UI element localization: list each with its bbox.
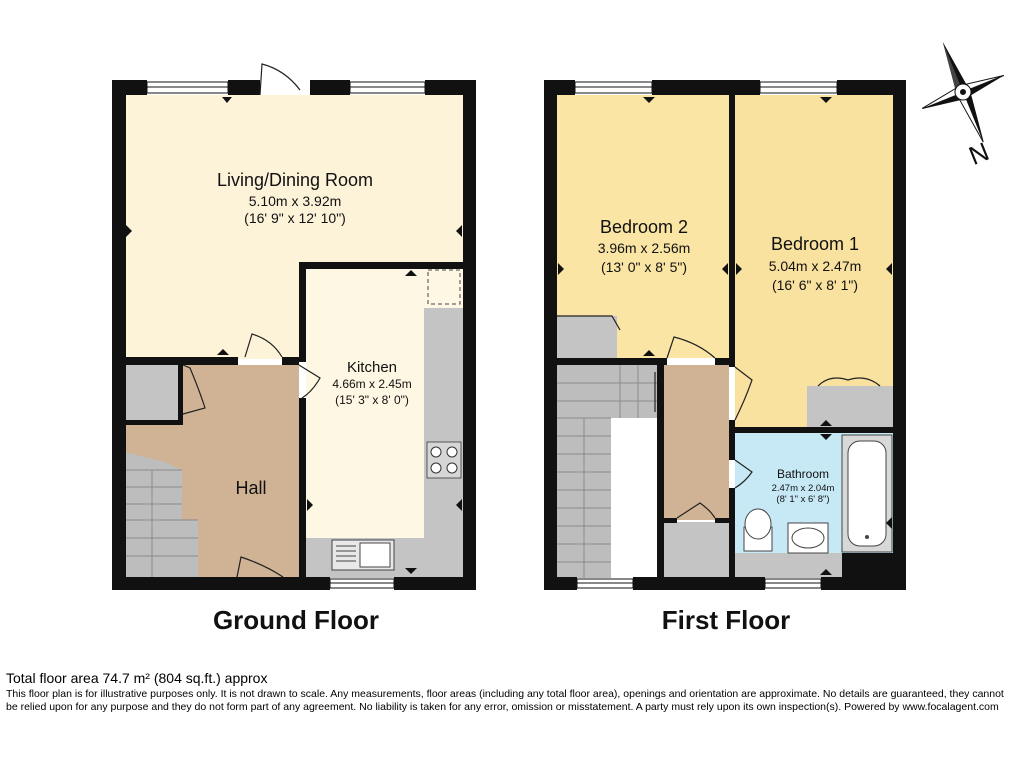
room-name: Kitchen: [346, 359, 398, 376]
room-size-metric: 5.04m x 2.47m: [768, 258, 862, 274]
total-floor-area: Total floor area 74.7 m² (804 sq.ft.) approx: [6, 670, 268, 686]
room-size-metric: 5.10m x 3.92m: [248, 193, 342, 209]
basin-icon: [788, 523, 828, 553]
first-floor-plan: [544, 80, 906, 590]
landing-area: [657, 365, 729, 520]
room-size-metric: 2.47m x 2.04m: [771, 483, 835, 494]
disclaimer-text: This floor plan is for illustrative purposes only. It is not drawn to scale. Any measurements, floor areas (including any total floor area), openings and orientation are approximate. No details are guaranteed, they cannot be relied upon for any purpose and they do not form part of any agreement. No liability is taken for any error, omission or misstatement. A party must rely upon its own inspection(s). Powered by www.focalagent.com: [6, 688, 1004, 713]
compass-north-label: N: [964, 136, 994, 171]
hall-cupboard: [125, 365, 183, 422]
room-size-imperial: (16' 6" x 8' 1"): [771, 277, 859, 293]
room-size-imperial: (13' 0" x 8' 5"): [600, 259, 688, 275]
compass-rose-icon: [902, 25, 1024, 158]
floor-title: First Floor: [661, 605, 791, 635]
room-name: Living/Dining Room: [216, 170, 374, 190]
hob-icon: [427, 442, 461, 478]
room-name: Bedroom 1: [770, 234, 860, 254]
footer: [6, 670, 1016, 713]
kitchen-counter: [424, 308, 463, 538]
room-name: Bathroom: [776, 467, 830, 481]
toilet-icon: [744, 509, 772, 551]
ground-floor-plan: [112, 64, 476, 590]
wardrobe: [807, 386, 893, 427]
room-name: Bedroom 2: [599, 217, 689, 237]
bedroom-2-cupboard: [557, 316, 617, 358]
room-size-imperial: (8' 1" x 6' 8"): [776, 494, 830, 505]
room-size-imperial: (16' 9" x 12' 10"): [244, 210, 346, 226]
floor-title: Ground Floor: [212, 605, 380, 635]
landing-cupboard: [664, 522, 729, 578]
stairwell-void: [611, 418, 657, 578]
room-name: Hall: [235, 478, 267, 498]
room-size-metric: 3.96m x 2.56m: [597, 240, 691, 256]
room-size-metric: 4.66m x 2.45m: [332, 377, 412, 391]
room-size-imperial: (15' 3" x 8' 0"): [335, 393, 409, 407]
